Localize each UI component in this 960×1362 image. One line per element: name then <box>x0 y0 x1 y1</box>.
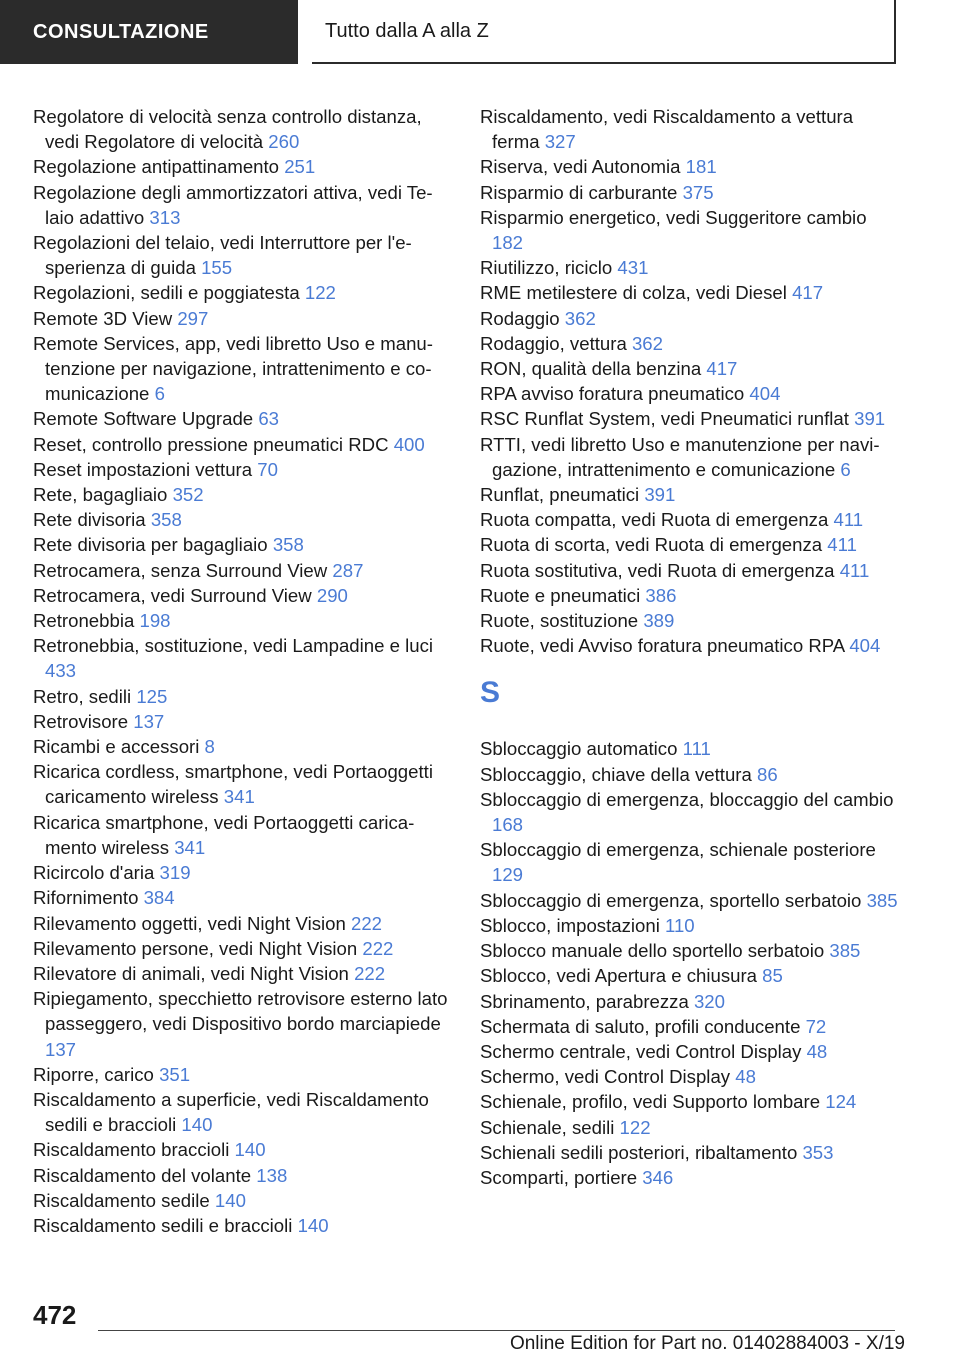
page-reference-link[interactable]: 287 <box>332 559 364 581</box>
page-reference-link[interactable]: 260 <box>268 131 300 153</box>
page-reference-link[interactable]: 122 <box>304 282 336 304</box>
index-entry <box>480 1089 900 1114</box>
page-reference-link[interactable]: 431 <box>617 257 649 279</box>
index-entry <box>480 1165 900 1190</box>
index-entry <box>480 306 900 331</box>
page-reference-link[interactable]: 417 <box>792 282 824 304</box>
entry-text: Sblocco, impostazioni <box>480 914 660 936</box>
entry-text: Retrocamera, vedi Surround View <box>33 584 312 606</box>
entry-text: Ruota di scorta, vedi Ruota di emergenza <box>480 534 823 556</box>
entry-text: Ricircolo d'aria <box>33 862 155 884</box>
index-entry <box>480 1014 900 1039</box>
entry-text: Ruote, vedi Avviso foratura pneumatico RPA <box>480 635 845 657</box>
entry-text: Ruote e pneumatici <box>480 584 641 606</box>
page-reference-link[interactable]: 198 <box>139 610 171 632</box>
page-reference-link[interactable]: 137 <box>45 1038 77 1060</box>
topic-title: Tutto dalla A alla Z <box>312 0 896 64</box>
index-entry <box>33 734 453 759</box>
index-entry <box>33 759 453 809</box>
entry-text: Retro, sedili <box>33 685 132 707</box>
index-column-left <box>33 104 453 1238</box>
page-reference-link[interactable]: 140 <box>214 1189 246 1211</box>
page-reference-link[interactable]: 63 <box>258 408 279 430</box>
index-entry <box>33 154 453 179</box>
entry-text: Riscaldamento sedile <box>33 1189 210 1211</box>
index-entry <box>480 736 900 761</box>
index-entry <box>480 532 900 557</box>
page-reference-link[interactable]: 346 <box>642 1166 674 1188</box>
index-entry <box>33 810 453 860</box>
index-entry <box>480 280 900 305</box>
page-reference-link[interactable]: 327 <box>544 131 576 153</box>
page-reference-link[interactable]: 297 <box>177 307 209 329</box>
index-entry <box>480 482 900 507</box>
page-reference-link[interactable]: 389 <box>643 610 675 632</box>
entry-text: Sbrinamento, parabrezza <box>480 990 689 1012</box>
entry-text: Sbloccaggio automatico <box>480 738 678 760</box>
index-entry <box>480 608 900 633</box>
entry-text: Regolazione antipattinamento <box>33 156 280 178</box>
index-entry <box>33 1137 453 1162</box>
index-entry <box>33 306 453 331</box>
page-reference-link[interactable]: 140 <box>234 1139 266 1161</box>
page-reference-link[interactable]: 222 <box>362 937 394 959</box>
index-entry <box>33 633 453 683</box>
index-entry <box>33 482 453 507</box>
entry-text: Reset, controllo pressione pneumatici RDC <box>33 433 389 455</box>
page-reference-link[interactable]: 404 <box>849 635 881 657</box>
entry-text: Schermo centrale, vedi Control Display <box>480 1040 802 1062</box>
index-entry <box>33 507 453 532</box>
index-entry <box>33 1163 453 1188</box>
entry-text: RTTI, vedi libretto Uso e manutenzione per navigazione, intrattenimento e comunicazione <box>480 433 880 480</box>
entry-text: Riporre, carico <box>33 1063 154 1085</box>
index-entry <box>33 709 453 734</box>
page-reference-link[interactable]: 362 <box>631 332 663 354</box>
page-reference-link[interactable]: 290 <box>316 584 348 606</box>
index-entry <box>480 633 900 658</box>
index-entry <box>33 1188 453 1213</box>
page-reference-link[interactable]: 341 <box>223 786 255 808</box>
page-reference-link[interactable]: 319 <box>159 862 191 884</box>
index-group-r <box>480 104 900 658</box>
index-column-right <box>480 104 900 1190</box>
index-entry <box>33 986 453 1062</box>
index-entry <box>33 911 453 936</box>
page-reference-link[interactable]: 353 <box>802 1141 834 1163</box>
index-group-s <box>480 736 900 1190</box>
page-reference-link[interactable]: 352 <box>172 484 204 506</box>
entry-text: Rete divisoria per bagagliaio <box>33 534 268 556</box>
entry-text: Rete, bagagliaio <box>33 484 168 506</box>
page-reference-link[interactable]: 391 <box>644 484 676 506</box>
page-reference-link[interactable]: 70 <box>257 458 278 480</box>
index-entry <box>480 507 900 532</box>
entry-text: Riscaldamento braccioli <box>33 1139 230 1161</box>
page-reference-link[interactable]: 320 <box>693 990 725 1012</box>
index-entry <box>480 406 900 431</box>
footer-divider <box>98 1330 895 1331</box>
page-reference-link[interactable]: 433 <box>45 660 77 682</box>
index-entry <box>480 1115 900 1140</box>
entry-text: Remote Software Upgrade <box>33 408 254 430</box>
entry-text: Remote 3D View <box>33 307 173 329</box>
index-entry <box>480 762 900 787</box>
page-reference-link[interactable]: 341 <box>174 836 206 858</box>
index-entry <box>480 1064 900 1089</box>
index-entry <box>480 331 900 356</box>
index-entry <box>33 280 453 305</box>
page-reference-link[interactable]: 138 <box>256 1164 288 1186</box>
entry-text: Retronebbia, sostituzione, vedi Lampadine e luci <box>33 635 434 657</box>
index-entry <box>33 1062 453 1087</box>
index-entry <box>33 1213 453 1238</box>
entry-text: Sblocco manuale dello sportello serbatoio <box>480 940 825 962</box>
page-reference-link[interactable]: 140 <box>181 1114 213 1136</box>
page-reference-link[interactable]: 6 <box>154 383 165 405</box>
page-header <box>0 0 960 66</box>
entry-text: Sbloccaggio di emergenza, bloccaggio del cambio <box>480 788 894 810</box>
entry-text: Rodaggio, vettura <box>480 332 627 354</box>
entry-text: Sblocco, vedi Apertura e chiusura <box>480 965 757 987</box>
index-entry <box>480 938 900 963</box>
footer-edition: Online Edition for Part no. 01402884003 - X/19 <box>509 1333 905 1354</box>
entry-text: Schienale, sedili <box>480 1116 615 1138</box>
page-reference-link[interactable]: 222 <box>351 912 383 934</box>
page-reference-link[interactable]: 251 <box>284 156 316 178</box>
page-reference-link[interactable]: 86 <box>757 763 778 785</box>
index-entry <box>480 381 900 406</box>
page-reference-link[interactable]: 411 <box>827 534 857 556</box>
entry-text: Riscaldamento, vedi Riscaldamento a vettura ferma <box>480 106 854 153</box>
entry-text: Regolazioni, sedili e poggiatesta <box>33 282 300 304</box>
section-letter: S <box>480 676 501 710</box>
entry-text: Riscaldamento del volante <box>33 1164 252 1186</box>
entry-text: Ruote, sostituzione <box>480 610 639 632</box>
index-entry <box>480 154 900 179</box>
index-entry <box>33 961 453 986</box>
page-reference-link[interactable]: 140 <box>297 1214 329 1236</box>
page-reference-link[interactable]: 8 <box>204 736 215 758</box>
page-reference-link[interactable]: 72 <box>805 1015 827 1037</box>
page-reference-link[interactable]: 375 <box>682 181 714 203</box>
section-tab: CONSULTAZIONE <box>0 0 298 64</box>
page-reference-link[interactable]: 386 <box>645 584 677 606</box>
index-entry <box>480 1039 900 1064</box>
entry-text: Schermo, vedi Control Display <box>480 1066 731 1088</box>
page-reference-link[interactable]: 122 <box>619 1116 651 1138</box>
index-entry <box>33 180 453 230</box>
index-entry <box>480 104 900 154</box>
index-entry <box>480 205 900 255</box>
page-reference-link[interactable]: 155 <box>201 257 233 279</box>
entry-text: Sbloccaggio di emergenza, sportello serbatoio <box>480 889 862 911</box>
index-entry <box>480 963 900 988</box>
entry-text: Risparmio di carburante <box>480 181 678 203</box>
entry-text: Reset impostazioni vettura <box>33 458 253 480</box>
index-entry <box>480 583 900 608</box>
index-entry <box>33 583 453 608</box>
entry-text: Rifornimento <box>33 887 139 909</box>
index-entry <box>480 989 900 1014</box>
index-entry <box>33 406 453 431</box>
entry-text: Ruota compatta, vedi Ruota di emergenza <box>480 509 829 531</box>
index-entry <box>33 684 453 709</box>
page-reference-link[interactable]: 385 <box>866 889 898 911</box>
index-entry <box>33 331 453 407</box>
entry-text: Ricarica smartphone, vedi Portaoggetti caricamento wireless <box>33 811 415 858</box>
entry-text: Riutilizzo, riciclo <box>480 257 613 279</box>
index-entry <box>480 837 900 887</box>
index-entry <box>33 457 453 482</box>
entry-text: RON, qualità della benzina <box>480 358 702 380</box>
entry-text: Regolazione degli ammortizzatori attiva, vedi Telaio adattivo <box>33 181 433 228</box>
entry-text: Ricambi e accessori <box>33 736 200 758</box>
page-reference-link[interactable]: 111 <box>682 738 711 760</box>
index-entry <box>33 885 453 910</box>
page-reference-link[interactable]: 48 <box>806 1040 828 1062</box>
index-entry <box>33 936 453 961</box>
page-reference-link[interactable]: 137 <box>133 710 165 732</box>
entry-text: Rilevamento persone, vedi Night Vision <box>33 937 358 959</box>
entry-text: Risparmio energetico, vedi Suggeritore cambio <box>480 206 867 228</box>
entry-text: Retrovisore <box>33 710 129 732</box>
entry-text: Sbloccaggio, chiave della vettura <box>480 763 752 785</box>
entry-text: RPA avviso foratura pneumatico <box>480 383 745 405</box>
entry-text: Scomparti, portiere <box>480 1166 638 1188</box>
entry-text: Riserva, vedi Autonomia <box>480 156 681 178</box>
page-reference-link[interactable]: 391 <box>854 408 886 430</box>
page-reference-link[interactable]: 48 <box>735 1066 756 1088</box>
entry-text: Regolatore di velocità senza controllo distanza, vedi Regolatore di velocità <box>33 106 422 153</box>
page-reference-link[interactable]: 358 <box>150 509 182 531</box>
entry-text: Retronebbia <box>33 610 135 632</box>
entry-text: Ruota sostitutiva, vedi Ruota di emergenza <box>480 559 835 581</box>
index-entry <box>33 230 453 280</box>
entry-text: Rilevatore di animali, vedi Night Vision <box>33 962 349 984</box>
page-reference-link[interactable]: 182 <box>492 232 524 254</box>
entry-text: Schienale, profilo, vedi Supporto lombare <box>480 1091 821 1113</box>
entry-text: Rodaggio <box>480 307 560 329</box>
index-entry <box>33 532 453 557</box>
entry-text: Ripiegamento, specchietto retrovisore esterno lato passeggero, vedi Dispositivo bordo marciapiede <box>33 988 448 1035</box>
page-reference-link[interactable]: 411 <box>833 509 864 531</box>
page-reference-link[interactable]: 385 <box>829 940 861 962</box>
entry-text: RME metilestere di colza, vedi Diesel <box>480 282 787 304</box>
entry-text: Regolazioni del telaio, vedi Interruttore per l'esperienza di guida <box>33 232 412 279</box>
page-reference-link[interactable]: 358 <box>272 534 304 556</box>
index-entry <box>480 558 900 583</box>
page-reference-link[interactable]: 351 <box>159 1063 191 1085</box>
index-entry <box>480 180 900 205</box>
page-reference-link[interactable]: 168 <box>492 814 524 836</box>
index-entry <box>33 104 453 154</box>
entry-text: Retrocamera, senza Surround View <box>33 559 328 581</box>
page-reference-link[interactable]: 384 <box>143 887 175 909</box>
page-reference-link[interactable]: 404 <box>749 383 781 405</box>
index-entry <box>480 255 900 280</box>
index-entry <box>33 860 453 885</box>
page-reference-link[interactable]: 6 <box>840 458 851 480</box>
entry-text: Sbloccaggio di emergenza, schienale posteriore <box>480 839 876 861</box>
entry-text: Schienali sedili posteriori, ribaltamento <box>480 1141 798 1163</box>
index-entry <box>33 558 453 583</box>
page-number: 472 <box>33 1300 77 1330</box>
index-entry <box>480 432 900 482</box>
entry-text: Runflat, pneumatici <box>480 484 640 506</box>
page-reference-link[interactable]: 313 <box>149 206 181 228</box>
page-reference-link[interactable]: 362 <box>564 307 596 329</box>
page-reference-link[interactable]: 411 <box>839 559 870 581</box>
index-entry <box>480 787 900 837</box>
index-entry <box>480 1140 900 1165</box>
page-reference-link[interactable]: 417 <box>706 358 738 380</box>
entry-text: Ricarica cordless, smartphone, vedi Portaoggetti caricamento wireless <box>33 761 433 808</box>
entry-text: Remote Services, app, vedi libretto Uso e manutenzione per navigazione, intrattenimento e comunicazione <box>33 332 433 405</box>
index-entry <box>480 913 900 938</box>
page-reference-link[interactable]: 400 <box>393 433 425 455</box>
entry-text: Riscaldamento sedili e braccioli <box>33 1214 293 1236</box>
index-entry <box>33 608 453 633</box>
page-reference-link[interactable]: 129 <box>492 864 524 886</box>
page-reference-link[interactable]: 125 <box>136 685 168 707</box>
index-entry <box>33 432 453 457</box>
page-reference-link[interactable]: 110 <box>665 914 695 936</box>
page-reference-link[interactable]: 124 <box>825 1091 857 1113</box>
entry-text: Rete divisoria <box>33 509 146 531</box>
index-entry <box>480 356 900 381</box>
index-entry <box>33 1087 453 1137</box>
page-reference-link[interactable]: 85 <box>762 965 783 987</box>
entry-text: Rilevamento oggetti, vedi Night Vision <box>33 912 346 934</box>
index-entry <box>480 888 900 913</box>
entry-text: RSC Runflat System, vedi Pneumatici runflat <box>480 408 849 430</box>
page-reference-link[interactable]: 181 <box>685 156 717 178</box>
entry-text: Schermata di saluto, profili conducente <box>480 1015 801 1037</box>
page-reference-link[interactable]: 222 <box>354 962 386 984</box>
entry-text: Riscaldamento a superficie, vedi Riscaldamento sedili e braccioli <box>33 1088 429 1136</box>
